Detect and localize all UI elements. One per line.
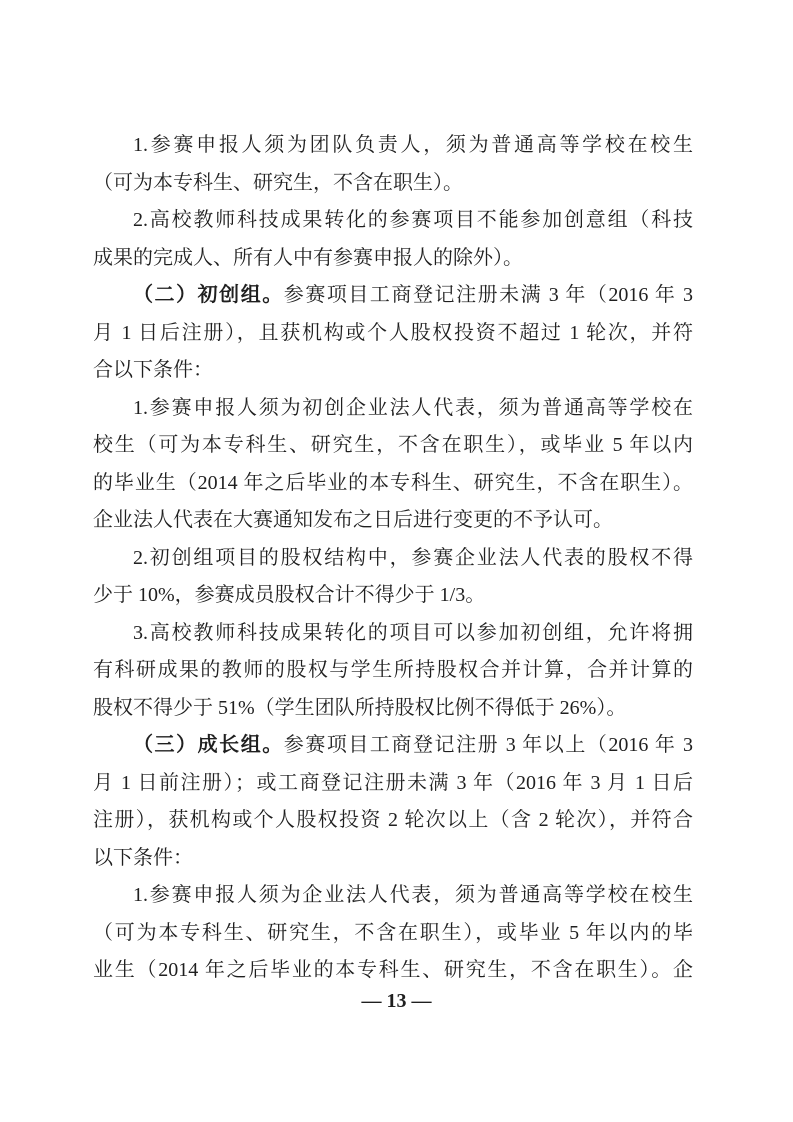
text-line xyxy=(93,915,693,953)
text-segment: 合以下条件： xyxy=(93,359,213,381)
text-segment: 1.参赛申报人须为初创企业法人代表，须为普通高等学校在 xyxy=(133,396,693,419)
text-segment: 的毕业生（2014 年之后毕业的本专科生、研究生，不含在职生）。 xyxy=(93,471,693,494)
text-segment: 参赛项目工商登记注册未满 3 年（2016 年 3 xyxy=(283,284,693,306)
text-line xyxy=(93,540,693,578)
text-segment: 月 1 日后注册），且获机构或个人股权投资不超过 1 轮次，并符 xyxy=(93,321,693,344)
text-segment: 校生（可为本专科生、研究生，不含在职生），或毕业 5 年以内 xyxy=(93,434,693,456)
text-line xyxy=(93,690,693,728)
text-line xyxy=(93,652,693,690)
text-segment: 2.高校教师科技成果转化的参赛项目不能参加创意组（科技 xyxy=(133,209,693,231)
text-segment: 成果的完成人、所有人中有参赛申报人的除外）。 xyxy=(93,246,523,269)
document-body xyxy=(93,127,693,990)
text-line xyxy=(93,577,693,615)
text-line xyxy=(93,127,693,165)
text-segment: 业生（2014 年之后毕业的本专科生、研究生，不含在职生）。企 xyxy=(93,959,693,981)
text-segment: 1.参赛申报人须为团队负责人，须为普通高等学校在校生 xyxy=(133,134,693,156)
page-footer xyxy=(0,989,793,1013)
text-line xyxy=(93,465,693,503)
text-segment: 有科研成果的教师的股权与学生所持股权合并计算，合并计算的 xyxy=(93,659,693,681)
text-line xyxy=(93,615,693,653)
section-heading: （二）初创组。 xyxy=(133,284,284,306)
text-line xyxy=(93,390,693,428)
text-segment: 以下条件： xyxy=(93,846,193,869)
text-segment: 1.参赛申报人须为企业法人代表，须为普通高等学校在校生 xyxy=(133,884,693,906)
text-segment: （可为本专科生、研究生，不含在职生）。 xyxy=(93,171,463,194)
text-line xyxy=(93,952,693,990)
text-line xyxy=(93,240,693,278)
text-segment: （可为本专科生、研究生，不含在职生），或毕业 5 年以内的毕 xyxy=(93,921,693,944)
text-line xyxy=(93,202,693,240)
text-segment: 月 1 日前注册）；或工商登记注册未满 3 年（2016 年 3 月 1 日后 xyxy=(93,771,693,794)
text-line xyxy=(93,802,693,840)
text-line xyxy=(93,502,693,540)
text-segment: 注册），获机构或个人股权投资 2 轮次以上（含 2 轮次），并符合 xyxy=(93,809,693,831)
text-segment: 2.初创组项目的股权结构中，参赛企业法人代表的股权不得 xyxy=(133,546,693,569)
text-line xyxy=(93,877,693,915)
text-segment: 企业法人代表在大赛通知发布之日后进行变更的不予认可。 xyxy=(93,509,613,531)
section-heading: （三）成长组。 xyxy=(133,734,284,756)
text-line xyxy=(93,352,693,390)
text-segment: 少于 10%，参赛成员股权合计不得少于 1/3。 xyxy=(93,584,486,606)
text-segment: 3.高校教师科技成果转化的项目可以参加初创组，允许将拥 xyxy=(133,621,693,644)
text-segment: 参赛项目工商登记注册 3 年以上（2016 年 3 xyxy=(283,734,693,756)
text-line xyxy=(93,427,693,465)
text-line xyxy=(93,165,693,203)
text-line xyxy=(93,765,693,803)
text-line xyxy=(93,727,693,765)
page-number: — 13 — xyxy=(361,990,432,1012)
text-segment: 股权不得少于 51%（学生团队所持股权比例不得低于 26%）。 xyxy=(93,696,627,719)
text-line xyxy=(93,277,693,315)
text-line xyxy=(93,315,693,353)
text-line xyxy=(93,840,693,878)
